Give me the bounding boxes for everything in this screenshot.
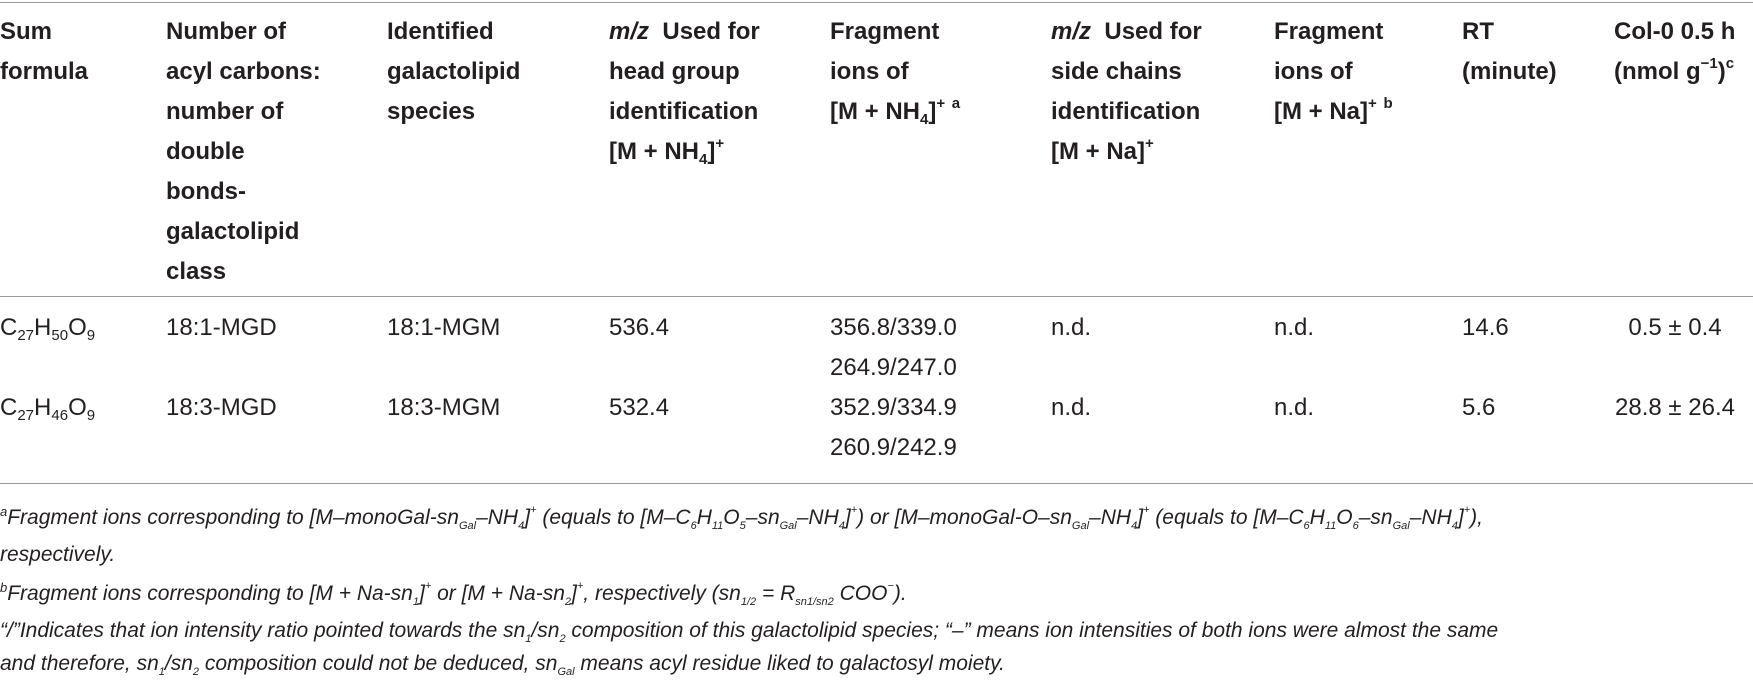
header-identified-species: Identified galactolipid species	[387, 18, 521, 125]
table-top-rule	[0, 2, 1753, 3]
cell-acyl: 18:1-MGD	[166, 314, 277, 341]
cell-rt: 5.6	[1462, 394, 1496, 421]
cell-mz-side: n.d.	[1051, 394, 1092, 421]
cell-rt: 14.6	[1462, 314, 1509, 341]
table-header-rule	[0, 296, 1753, 297]
cell-col0: 28.8 ± 26.4	[1615, 394, 1735, 421]
header-fragment-nh4: Fragment ions of $[M + NH_4]^+$ $^a$	[830, 18, 961, 128]
cell-sum-formula: $C_{27}H_{46}O_9$	[0, 394, 96, 424]
footnote-mark-b: b	[1383, 95, 1393, 112]
footnote-b: $^b$Fragment ions corresponding to $[M + Na-sn_1]^+$ or $[M + Na-sn_2]^+$, respectively ($sn_{1/2} = R_{sn1/sn2}$ COO−).	[0, 580, 907, 608]
table-bottom-rule	[0, 483, 1753, 484]
header-mz-head-group: m/z Used for head group identification $[M + NH_4]^+$	[609, 18, 760, 168]
cell-mz-head: 536.4	[609, 314, 670, 341]
footnote-a: $^a$Fragment ions corresponding to $[M-monoGal-sn_{Gal}-NH_4]^+$ (equals to $[M-C_6H_{11}O_5-sn_{Gal}-NH_4]^+$) or $[M-monoGal-O-sn_{Gal}-NH_4]^+$ (equals to $[M-C_6H_{11}O_6-sn_{Gal}-NH_4]^+$),	[0, 504, 1483, 532]
cell-fragments-nh4: 356.8/339.0 264.9/247.0	[830, 314, 957, 381]
cell-acyl: 18:3-MGD	[166, 394, 277, 421]
header-mz-side-chains: m/z Used for side chains identification [M + Na]+	[1051, 18, 1202, 165]
cell-col0: 0.5 ± 0.4	[1628, 314, 1722, 341]
footnote-mark-a: a	[951, 95, 961, 112]
header-acyl-carbons: Number of acyl carbons: number of double bonds- galactolipid class	[166, 18, 321, 285]
cell-fragments-nh4: 352.9/334.9 260.9/242.9	[830, 394, 957, 461]
cell-species: 18:3-MGM	[387, 394, 501, 421]
footnote-mark-c: c	[1725, 55, 1735, 72]
cell-fragments-na: n.d.	[1274, 394, 1315, 421]
footnote-slash-line2: and therefore, $sn_1/sn_2$ composition could not be deduced, $sn_{Gal}$ means acyl residue liked to galactosyl moiety.	[0, 652, 1005, 678]
header-sum-formula: Sum formula	[0, 18, 89, 85]
header-col0: Col-0 0.5 h (nmol $g^{-1})^c$	[1614, 18, 1736, 85]
cell-mz-head: 532.4	[609, 394, 670, 421]
header-fragment-na: Fragment ions of [M + Na]+ $^b$	[1274, 18, 1393, 125]
footnote-a-line2: respectively.	[0, 543, 116, 566]
footnote-slash: “/”Indicates that ion intensity ratio pointed towards the $sn_1/sn_2$ composition of this galactolipid species; “–” means ion intensities of both ions were almost the same	[0, 619, 1499, 645]
cell-species: 18:1-MGM	[387, 314, 501, 341]
cell-fragments-na: n.d.	[1274, 314, 1315, 341]
header-rt: RT (minute)	[1462, 18, 1557, 85]
cell-sum-formula: $C_{27}H_{50}O_9$	[0, 314, 96, 344]
cell-mz-side: n.d.	[1051, 314, 1092, 341]
